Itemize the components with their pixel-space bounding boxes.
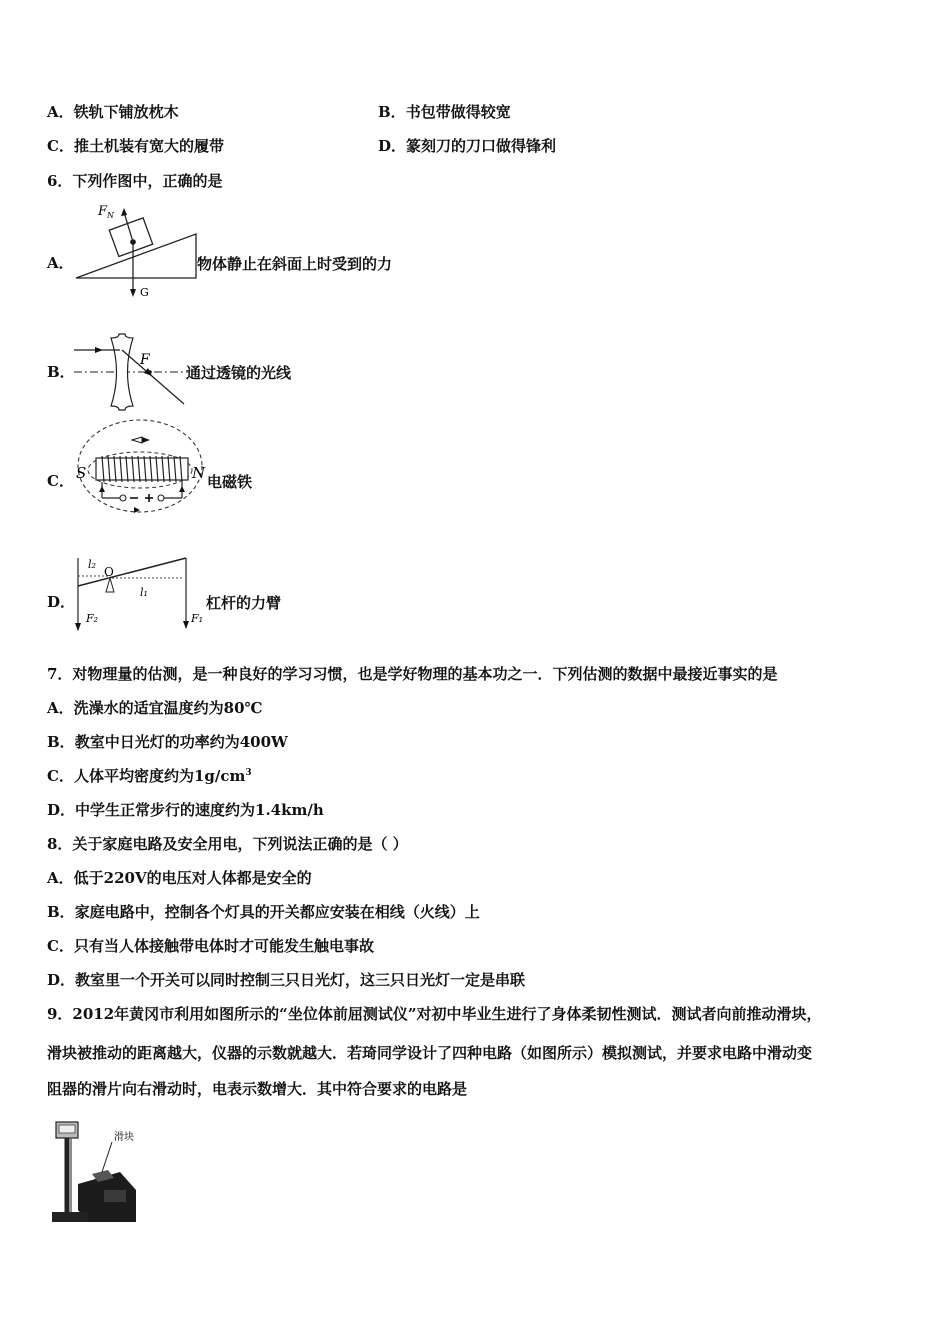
fn-label: F — [98, 204, 108, 219]
g-label: G — [140, 286, 149, 299]
fn-subscript: N — [107, 211, 115, 220]
q5-option-c — [47, 136, 224, 156]
option-letter: D． — [47, 801, 76, 819]
q6-option-d-caption: 杠杆的力臂 — [206, 594, 282, 612]
q9-stem-line-3: 阻器的滑片向右滑动时，电表示数增大．其中符合要求的电路是 — [47, 1080, 468, 1098]
q5-option-b — [378, 102, 511, 122]
option-letter: D． — [378, 137, 407, 155]
option-text: 家庭电路中，控制各个灯具的开关都应安装在相线（火线）上 — [74, 903, 480, 921]
q5-option-a — [47, 102, 179, 122]
incline-force-diagram — [72, 200, 202, 300]
option-text: 洗澡水的适宜温度约为80℃ — [73, 699, 263, 717]
q7-option-b — [47, 732, 288, 752]
pivot-o-label: O — [104, 565, 114, 579]
option-letter: A． — [47, 103, 74, 121]
l1-label: l₁ — [140, 586, 148, 599]
superscript: 3 — [245, 768, 252, 778]
electromagnet-diagram — [72, 418, 212, 518]
q9-stem-line-1: 9．2012年黄冈市利用如图所示的“坐位体前屈测试仪”对初中毕业生进行了身体柔韧性测试．测试者向前推动滑块， — [47, 1005, 822, 1023]
q6-option-c-letter: C． — [47, 472, 74, 490]
q6-option-d-letter: D． — [47, 593, 76, 611]
option-text: 人体平均密度约为1g/cm — [73, 767, 246, 785]
q6-option-b-caption: 通过透镜的光线 — [186, 364, 292, 382]
option-letter: A． — [47, 869, 74, 887]
q7-option-c — [47, 766, 252, 786]
option-letter: C． — [47, 767, 74, 785]
q5-option-d — [378, 136, 556, 156]
q8-option-b — [47, 902, 480, 922]
south-pole-label: S — [76, 464, 87, 482]
option-letter: C． — [47, 137, 74, 155]
option-text: 只有当人体接触带电体时才可能发生触电事故 — [73, 937, 374, 955]
option-letter: D． — [47, 971, 76, 989]
option-text: 书包带做得较宽 — [405, 103, 511, 121]
lens-ray-diagram — [70, 330, 190, 410]
q8-option-d — [47, 970, 525, 990]
q6-option-b-letter: B． — [47, 363, 75, 381]
f2-label: F₂ — [86, 612, 99, 625]
q6-stem: 6．下列作图中，正确的是 — [47, 172, 223, 190]
q8-stem: 8．关于家庭电路及安全用电，下列说法正确的是（ ） — [47, 835, 408, 853]
option-text: 铁轨下铺放枕木 — [73, 103, 179, 121]
option-letter: B． — [47, 733, 75, 751]
option-text: 教室中日光灯的功率约为400W — [74, 733, 288, 751]
option-letter: C． — [47, 937, 74, 955]
option-text: 低于220V的电压对人体都是安全的 — [73, 869, 312, 887]
option-text: 篆刻刀的刀口做得锋利 — [406, 137, 557, 155]
option-letter: B． — [47, 903, 75, 921]
q7-option-d — [47, 800, 324, 820]
flexibility-tester-photo — [48, 1118, 140, 1228]
option-text: 教室里一个开关可以同时控制三只日光灯，这三只日光灯一定是串联 — [75, 971, 526, 989]
option-letter: A． — [47, 699, 74, 717]
option-letter: B． — [378, 103, 406, 121]
q6-option-a-letter: A． — [47, 254, 74, 272]
q9-stem-line-2: 滑块被推动的距离越大，仪器的示数就越大．若琦同学设计了四种电路（如图所示）模拟测试，并要求电路中滑动变 — [47, 1044, 813, 1062]
svg-text:FN — [97, 204, 115, 220]
north-pole-label: N — [192, 464, 206, 482]
q6-option-a-caption: 物体静止在斜面上时受到的力 — [197, 255, 393, 273]
q7-stem: 7．对物理量的估测，是一种良好的学习习惯，也是学好物理的基本功之一．下列估测的数据中最接近事实的是 — [47, 665, 778, 683]
q7-option-a — [47, 698, 263, 718]
f1-label: F₁ — [191, 612, 204, 625]
option-text: 推土机装有宽大的履带 — [73, 137, 224, 155]
option-text: 中学生正常步行的速度约为1.4km/h — [75, 801, 324, 819]
slider-label: 滑块 — [114, 1132, 134, 1143]
q8-option-a — [47, 868, 312, 888]
lever-arm-diagram — [72, 550, 212, 632]
q8-option-c — [47, 936, 374, 956]
l2-label: l₂ — [88, 558, 96, 571]
q6-option-c-caption: 电磁铁 — [207, 473, 253, 491]
focus-label: F — [140, 352, 150, 368]
